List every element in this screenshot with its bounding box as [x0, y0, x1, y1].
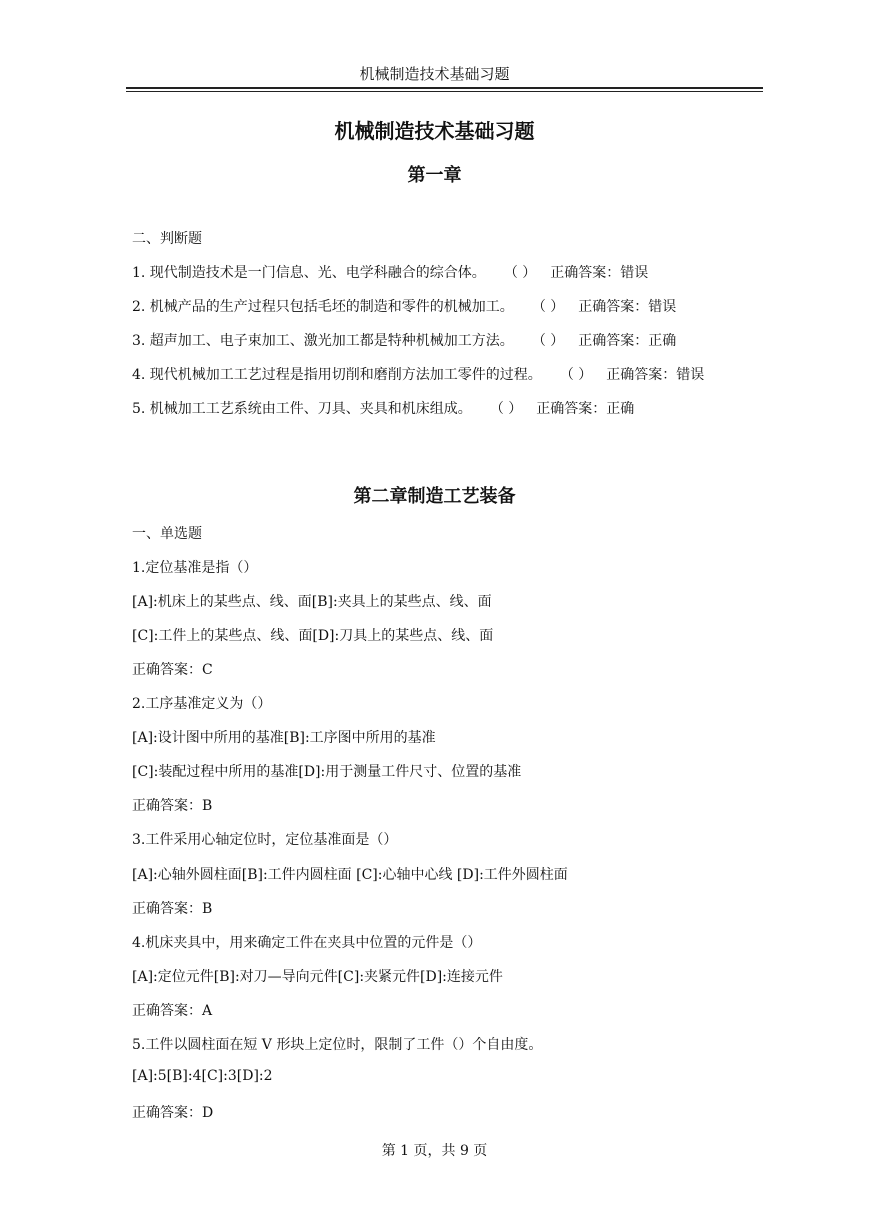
section-heading-single-choice: 一、单选题: [132, 526, 202, 542]
answer-text: 正确答案：正确: [578, 333, 677, 349]
answer-bracket: （ ）: [503, 265, 537, 281]
question-text: 5. 机械加工工艺系统由工件、刀具、夹具和机床组成。: [132, 401, 472, 417]
header-rule: [126, 87, 763, 89]
answer-bracket: （ ）: [531, 333, 565, 349]
question-line: 4.机床夹具中，用来确定工件在夹具中位置的元件是（）: [132, 935, 482, 951]
option-line: [A]:5[B]:4[C]:3[D]:2: [132, 1068, 273, 1084]
chapter-1-title: 第一章: [407, 165, 462, 186]
judgement-item: [132, 262, 648, 282]
question-text: 3. 超声加工、电子束加工、激光加工都是特种机械加工方法。: [132, 333, 514, 349]
option-line: [A]:设计图中所用的基准[B]:工序图中所用的基准: [132, 730, 436, 746]
question-text: 1. 现代制造技术是一门信息、光、电学科融合的综合体。: [132, 265, 486, 281]
question-text: 2. 机械产品的生产过程只包括毛坯的制造和零件的机械加工。: [132, 299, 514, 315]
answer-line: 正确答案：A: [132, 1003, 213, 1019]
answer-bracket: （ ）: [489, 401, 523, 417]
answer-line: 正确答案：B: [132, 798, 213, 814]
question-text: 4. 现代机械加工工艺过程是指用切削和磨削方法加工零件的过程。: [132, 367, 542, 383]
option-line: [C]:工件上的某些点、线、面[D]:刀具上的某些点、线、面: [132, 628, 494, 644]
chapter-2-title: 第二章制造工艺装备: [353, 486, 516, 507]
answer-bracket: （ ）: [531, 299, 565, 315]
document-title: 机械制造技术基础习题: [334, 119, 535, 143]
judgement-item: [132, 364, 704, 384]
judgement-item: [132, 330, 676, 350]
header-rule-thin: [126, 91, 763, 92]
answer-line: 正确答案：D: [132, 1105, 214, 1121]
section-heading-judgement: 二、判断题: [132, 231, 202, 247]
option-line: [C]:装配过程中所用的基准[D]:用于测量工件尺寸、位置的基准: [132, 764, 522, 780]
running-header: 机械制造技术基础习题: [359, 65, 510, 83]
question-line: 3.工件采用心轴定位时，定位基准面是（）: [132, 832, 398, 848]
question-line: 1.定位基准是指（）: [132, 560, 258, 576]
answer-text: 正确答案：错误: [550, 265, 649, 281]
answer-line: 正确答案：C: [132, 662, 213, 678]
answer-text: 正确答案：错误: [606, 367, 705, 383]
option-line: [A]:机床上的某些点、线、面[B]:夹具上的某些点、线、面: [132, 594, 492, 610]
answer-text: 正确答案：错误: [578, 299, 677, 315]
answer-text: 正确答案：正确: [536, 401, 635, 417]
answer-line: 正确答案：B: [132, 901, 213, 917]
answer-bracket: （ ）: [559, 367, 593, 383]
page-number: 第 1 页，共 9 页: [381, 1143, 488, 1159]
option-line: [A]:定位元件[B]:对刀—导向元件[C]:夹紧元件[D]:连接元件: [132, 969, 503, 985]
question-line: 2.工序基准定义为（）: [132, 696, 272, 712]
judgement-item: [132, 398, 634, 418]
option-line: [A]:心轴外圆柱面[B]:工件内圆柱面 [C]:心轴中心线 [D]:工件外圆柱面: [132, 867, 568, 883]
judgement-item: [132, 296, 676, 316]
question-line: 5.工件以圆柱面在短 V 形块上定位时，限制了工件（）个自由度。: [132, 1037, 543, 1053]
